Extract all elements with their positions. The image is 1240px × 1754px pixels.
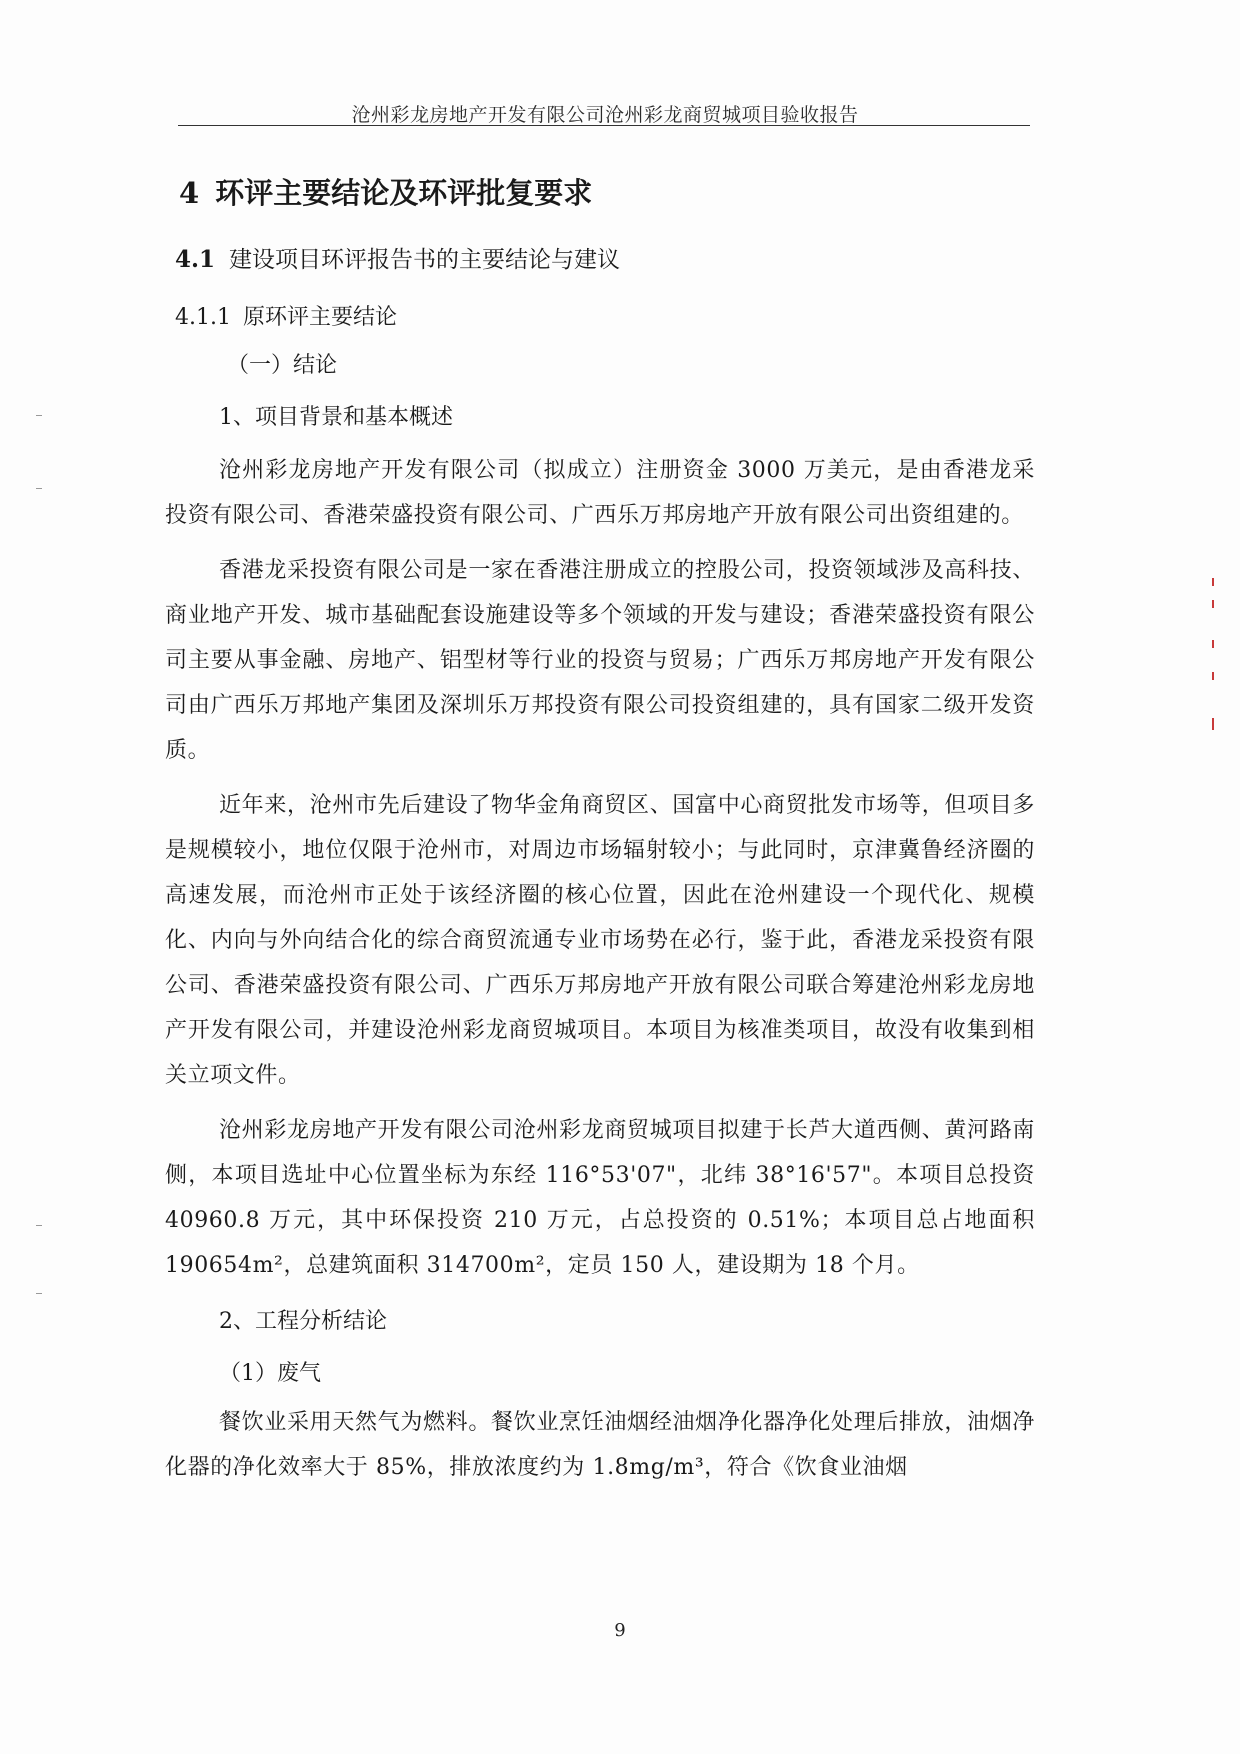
page-body: [165, 168, 1035, 1500]
paragraph-catering-fumes: 餐饮业采用天然气为燃料。餐饮业烹饪油烟经油烟净化器净化处理后排放，油烟净化器的净化效率大于 85%，排放浓度约为 1.8mg/m³，符合《饮食业油烟: [165, 1410, 1035, 1480]
sub-item-heading-exhaust-gas: （1）废气: [219, 1361, 321, 1386]
part-heading: （一）结论: [227, 353, 338, 378]
subsubsection-title: 原环评主要结论: [242, 305, 397, 330]
subsubsection-number: 4.1.1: [175, 305, 231, 330]
scan-mark: [36, 415, 42, 416]
scan-mark: [36, 488, 42, 489]
binding-mark: [1212, 578, 1214, 586]
paragraph-company-registration: 沧州彩龙房地产开发有限公司（拟成立）注册资金 3000 万美元，是由香港龙采投资有限公司、香港荣盛投资有限公司、广西乐万邦房地产开放有限公司出资组建的。: [165, 458, 1035, 528]
item-heading-background: 1、项目背景和基本概述: [219, 405, 453, 430]
running-header: 沧州彩龙房地产开发有限公司沧州彩龙商贸城项目验收报告: [351, 104, 859, 126]
binding-mark: [1212, 718, 1214, 730]
binding-mark: [1212, 600, 1214, 608]
subsection-title: 建设项目环评报告书的主要结论与建议: [229, 247, 621, 273]
paragraph-project-location: 沧州彩龙房地产开发有限公司沧州彩龙商贸城项目拟建于长芦大道西侧、黄河路南侧，本项目选址中心位置坐标为东经 116°53'07"，北纬 38°16'57"。本项目总投资 40960.8 万元，其中环保投资 210 万元，占总投资的 0.51%；本项目总占地面积 190654m²，总建筑面积 314700m²，定员 150 人，建设期为 18 个月。: [165, 1118, 1035, 1278]
binding-mark: [1212, 640, 1214, 648]
page-number: 9: [614, 1620, 626, 1641]
scan-mark: [36, 1225, 42, 1226]
paragraph-investors: 香港龙采投资有限公司是一家在香港注册成立的控股公司，投资领域涉及高科技、商业地产开发、城市基础配套设施建设等多个领域的开发与建设；香港荣盛投资有限公司主要从事金融、房地产、铝型材等行业的投资与贸易；广西乐万邦房地产开发有限公司由广西乐万邦地产集团及深圳乐万邦投资有限公司投资组建的，具有国家二级开发资质。: [165, 558, 1035, 763]
binding-mark: [1212, 672, 1214, 680]
paragraph-market-background: 近年来，沧州市先后建设了物华金角商贸区、国富中心商贸批发市场等，但项目多是规模较小，地位仅限于沧州市，对周边市场辐射较小；与此同时，京津冀鲁经济圈的高速发展，而沧州市正处于该经济圈的核心位置，因此在沧州建设一个现代化、规模化、内向与外向结合化的综合商贸流通专业市场势在必行，鉴于此，香港龙采投资有限公司、香港荣盛投资有限公司、广西乐万邦房地产开放有限公司联合筹建沧州彩龙房地产开发有限公司，并建设沧州彩龙商贸城项目。本项目为核准类项目，故没有收集到相关立项文件。: [165, 793, 1035, 1088]
subsection-heading: [175, 236, 1035, 284]
header-rule: [178, 125, 1030, 126]
item-heading-engineering-analysis: 2、工程分析结论: [219, 1309, 387, 1334]
subsubsection-heading: [175, 294, 1035, 342]
section-heading: [179, 168, 1035, 218]
section-title: 环评主要结论及环评批复要求: [215, 176, 593, 210]
subsection-number: 4.1: [175, 246, 216, 273]
section-number: 4: [179, 176, 200, 210]
scan-mark: [36, 1293, 42, 1294]
